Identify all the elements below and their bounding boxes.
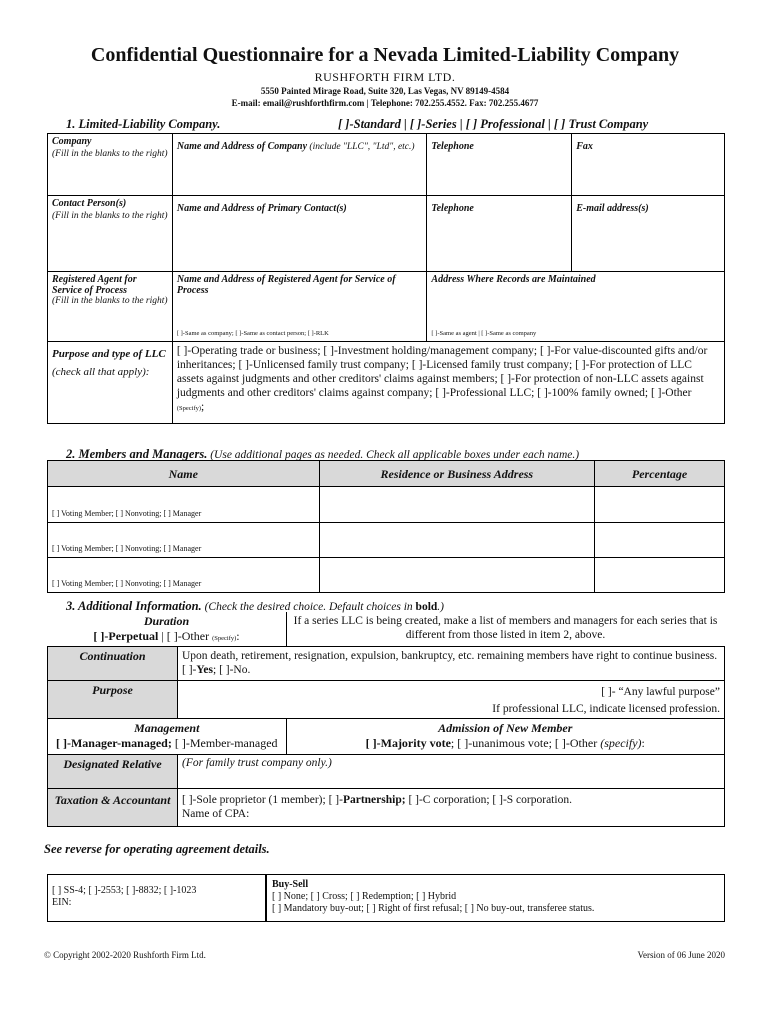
member-address-field[interactable]	[319, 558, 595, 593]
member-roles[interactable]: [ ] Voting Member; [ ] Nonvoting; [ ] Manager	[52, 579, 202, 588]
member-managed-option[interactable]: [ ]-Member-managed	[171, 736, 278, 750]
table-row	[48, 558, 725, 593]
designated-relative-field[interactable]	[178, 755, 725, 789]
company-cell	[48, 134, 173, 196]
company-name-field[interactable]	[172, 134, 427, 196]
contact-email-field[interactable]	[572, 196, 725, 272]
purpose-hint: (check all that apply):	[52, 366, 150, 378]
records-options[interactable]: [ ]-Same as agent | [ ]-Same as company	[431, 330, 537, 337]
member-address-field[interactable]	[319, 487, 595, 523]
contact-telephone-field[interactable]	[427, 196, 572, 272]
section3-note-post: .)	[437, 601, 445, 613]
table-row	[48, 523, 725, 558]
series-note: If a series LLC is being created, make a list of members and managers for each series that is different from those listed in item 2, above.	[286, 612, 724, 647]
purpose-specify: (Specify)	[176, 405, 202, 412]
designated-relative-label: Designated Relative	[48, 755, 178, 789]
admission-specify: (specify)	[600, 736, 642, 750]
admission-label: Admission of New Member	[438, 721, 573, 735]
fax-label: Fax	[576, 141, 593, 152]
buy-sell-box[interactable]	[266, 874, 725, 922]
purpose-row-label: Purpose	[48, 681, 178, 719]
fill-note: (Fill in the blanks to the right)	[52, 296, 168, 306]
duration-colon: :	[236, 629, 240, 643]
designated-note: (For family trust company only.)	[182, 757, 332, 769]
admission-cell	[286, 719, 724, 755]
purpose-end: ;	[201, 401, 205, 413]
agent-options[interactable]: [ ]-Same as company; [ ]-Same as contact person; [ ]-RLK	[176, 330, 329, 337]
perpetual-option[interactable]: [ ]-Perpetual	[93, 629, 159, 643]
member-name-field[interactable]	[48, 558, 320, 593]
tax-forms-box[interactable]	[47, 874, 266, 922]
version: Version of 06 June 2020	[637, 950, 725, 960]
company-label: Company	[52, 136, 92, 147]
fill-note: (Fill in the blanks to the right)	[52, 211, 168, 221]
partnership-option[interactable]: Partnership;	[342, 794, 406, 806]
col-name: Name	[48, 461, 320, 487]
contact-cell	[48, 196, 173, 272]
section1-heading: 1. Limited-Liability Company.	[66, 117, 221, 131]
company-name-label: Name and Address of Company	[176, 141, 308, 152]
telephone-label: Telephone	[431, 141, 474, 152]
section3-heading: 3. Additional Information.	[66, 599, 202, 613]
section2-note: (Use additional pages as needed. Check all applicable boxes under each name.)	[207, 449, 580, 461]
section3-note-pre: (Check the desired choice. Default choices in	[201, 601, 416, 613]
continuation-options[interactable]	[178, 647, 725, 681]
purpose-cell	[48, 342, 173, 424]
agent-cell	[48, 272, 173, 342]
page-title: Confidential Questionnaire for a Nevada Limited-Liability Company	[90, 44, 680, 66]
member-name-field[interactable]	[48, 523, 320, 558]
continuation-end[interactable]: ; [ ]-No.	[213, 664, 251, 676]
buy-sell-options-1[interactable]: [ ] None; [ ] Cross; [ ] Redemption; [ ] Hybrid	[272, 891, 457, 902]
other-duration-option[interactable]: | [ ]-Other	[158, 629, 213, 643]
col-address: Residence or Business Address	[319, 461, 595, 487]
tax-forms-options[interactable]: [ ] SS-4; [ ]-2553; [ ]-8832; [ ]-1023	[52, 885, 197, 896]
member-percentage-field[interactable]	[595, 523, 725, 558]
taxation-label: Taxation & Accountant	[48, 789, 178, 827]
member-percentage-field[interactable]	[595, 487, 725, 523]
agent-name-field[interactable]	[172, 272, 427, 342]
tax-options-pre[interactable]: [ ]-Sole proprietor (1 member); [ ]-	[182, 794, 343, 806]
section3-note-bold: bold	[415, 601, 438, 613]
records-address-field[interactable]	[427, 272, 725, 342]
ein-label: EIN:	[52, 897, 72, 908]
admission-rest[interactable]: ; [ ]-unanimous vote; [ ]-Other	[450, 736, 601, 750]
duration-label: Duration	[143, 614, 190, 628]
col-percentage: Percentage	[595, 461, 725, 487]
firm-name: RUSHFORTH FIRM LTD.	[314, 70, 456, 84]
yes-option[interactable]: Yes	[196, 664, 213, 676]
firm-contact: E-mail: email@rushforthfirm.com | Telephone: 702.255.4552. Fax: 702.255.4677	[231, 98, 539, 108]
copyright: © Copyright 2002-2020 Rushforth Firm Ltd.	[44, 950, 206, 960]
records-label: Address Where Records are Maintained	[431, 274, 596, 285]
agent-label: Registered Agent for Service of Process	[52, 274, 137, 296]
company-telephone-field[interactable]	[427, 134, 572, 196]
continuation-text: Upon death, retirement, resignation, expulsion, bankruptcy, etc. remaining members have right to continue business. [ ]-	[182, 650, 718, 676]
reverse-note: See reverse for operating agreement details.	[44, 842, 270, 856]
purpose-row-field[interactable]	[178, 681, 725, 719]
duration-cell	[48, 612, 287, 647]
purpose-options[interactable]	[172, 342, 724, 424]
purpose-label: Purpose and type of LLC	[52, 348, 166, 360]
manager-managed-option[interactable]: [ ]-Manager-managed;	[55, 736, 172, 750]
management-cell	[48, 719, 287, 755]
buy-sell-label: Buy-Sell	[272, 879, 309, 890]
member-address-field[interactable]	[319, 523, 595, 558]
contact-name-label: Name and Address of Primary Contact(s)	[176, 203, 347, 214]
member-percentage-field[interactable]	[595, 558, 725, 593]
member-name-field[interactable]	[48, 487, 320, 523]
tax-options-post[interactable]: [ ]-C corporation; [ ]-S corporation.	[405, 794, 572, 806]
section2-heading: 2. Members and Managers.	[66, 447, 208, 461]
company-name-hint: (include "LLC", "Ltd", etc.)	[307, 142, 415, 152]
admission-options[interactable]: [ ]-Majority vote; [ ]-unanimous vote; [ ]-Other (specify):	[365, 736, 645, 750]
member-roles[interactable]: [ ] Voting Member; [ ] Nonvoting; [ ] Manager	[52, 509, 202, 518]
company-fax-field[interactable]	[572, 134, 725, 196]
buy-sell-options-2[interactable]: [ ] Mandatory buy-out; [ ] Right of first refusal; [ ] No buy-out, transferee status.	[272, 903, 595, 914]
section3-table	[47, 612, 725, 827]
taxation-options[interactable]	[178, 789, 725, 827]
purpose-text: [ ]-Operating trade or business; [ ]-Investment holding/management company; [ ]-For value-discounted gifts and/or inheritances; [ ]-Unlicensed family trust company; [ ]-Licensed family trust company; [ ]-For protection of LLC assets against judgments and other creditors' claims against members; [ ]-For protection of non-LLC assets against judgments and other creditors' claims against company; [ ]-Professional LLC; [ ]-100% family owned; [ ]-Other	[176, 345, 708, 399]
agent-name-label: Name and Address of Registered Agent for Service of Process	[176, 274, 396, 296]
fill-note: (Fill in the blanks to the right)	[52, 149, 168, 159]
continuation-label: Continuation	[48, 647, 178, 681]
section1-types[interactable]: [ ]-Standard | [ ]-Series | [ ] Professional | [ ] Trust Company	[338, 117, 649, 131]
contact-name-field[interactable]	[172, 196, 427, 272]
telephone-label: Telephone	[431, 203, 474, 214]
profession-note: If professional LLC, indicate licensed profession.	[492, 703, 720, 715]
member-roles[interactable]: [ ] Voting Member; [ ] Nonvoting; [ ] Manager	[52, 544, 202, 553]
majority-vote-option[interactable]: [ ]-Majority vote	[365, 736, 451, 750]
any-purpose-option[interactable]: [ ]- “Any lawful purpose”	[601, 686, 720, 698]
email-label: E-mail address(s)	[576, 203, 649, 214]
table-row	[48, 487, 725, 523]
members-table	[47, 460, 725, 593]
duration-specify: (Specify)	[212, 635, 237, 642]
cpa-label: Name of CPA:	[182, 808, 250, 820]
section1-table	[47, 133, 725, 424]
duration-options[interactable]	[52, 629, 282, 644]
management-options[interactable]	[52, 736, 282, 751]
management-label: Management	[134, 721, 200, 735]
firm-address: 5550 Painted Mirage Road, Suite 320, Las Vegas, NV 89149-4584	[260, 86, 510, 96]
contact-label: Contact Person(s)	[52, 198, 127, 209]
